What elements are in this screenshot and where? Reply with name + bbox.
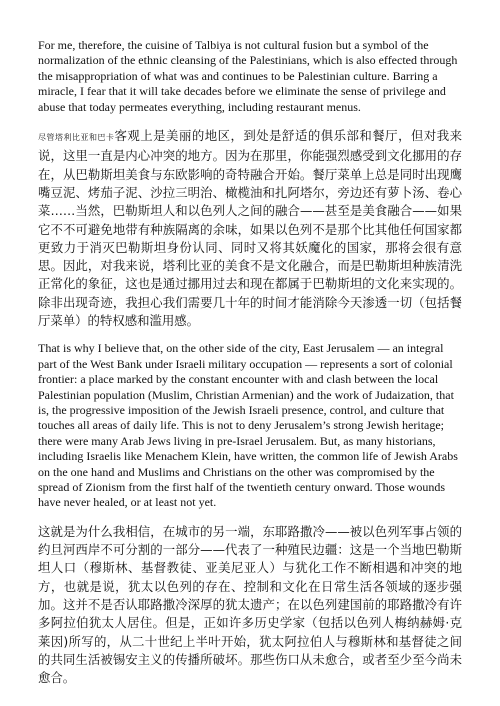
chinese-paragraph-1-lead: 尽管塔利比亚和巴卡 (38, 133, 115, 143)
english-paragraph-2: That is why I believe that, on the other side of the city, East Jerusalem — an integral part of the West Bank under Israeli military occupation — represents a sort of colonial frontier: a place marked by the constant encounter with and clash between the local Palestinian population (Muslim, Christian Armenian) and the work of Judaization, that is, the progressive imposition of the Jewish Israeli presence, control, and culture that touches all areas of daily life. This is not to deny Jerusalem’s strong Jewish heritage; there were many Arab Jews living in pre-Israel Jerusalem. But, as many historians, including Israelis like Menachem Klein, have written, the common life of Jewish Arabs on the one hand and Muslims and Christians on the other was compromised by the spread of Zionism from the first half of the twentieth century onward. Those wounds have never healed, or at least not yet. (38, 341, 458, 510)
english-paragraph-1: For me, therefore, the cuisine of Talbiya is not cultural fusion but a symbol of the normalization of the ethnic cleansing of the Palestinians, which is also effected through the misappropriation of what was and continues to be Palestinian culture. Barring a miracle, I fear that it will take decades before we eliminate the sense of privilege and abuse that today permeates everything, including restaurant menus. (38, 38, 458, 114)
chinese-paragraph-1 (38, 127, 462, 330)
chinese-paragraph-2: 这就是为什么我相信，在城市的另一端，东耶路撒冷——被以色列军事占领的约旦河西岸不可分割的一部分——代表了一种殖民边疆：这是一个当地巴勒斯坦人口（穆斯林、基督教徒、亚美尼亚人）与犹化工作不断相遇和冲突的地方，也就是说，犹太以色列的存在、控制和文化在日常生活各领域的逐步强加。这并不是否认耶路撒冷深厚的犹太遗产；在以色列建国前的耶路撒冷有许多阿拉伯犹太人居住。但是，正如许多历史学家（包括以色列人梅纳赫姆·克莱因)所写的，从二十世纪上半叶开始，犹太阿拉伯人与穆斯林和基督徒之间的共同生活被锡安主义的传播所破坏。那些伤口从未愈合，或者至少至今尚未愈合。 (38, 523, 462, 686)
chinese-paragraph-1-body: 客观上是美丽的地区，到处是舒适的俱乐部和餐厅，但对我来说，这里一直是内心冲突的地方。因为在那里，你能强烈感受到文化挪用的存在，从巴勒斯坦美食与东欧影响的奇特融合开始。餐厅菜单上总是同时出现鹰嘴豆泥、烤茄子泥、沙拉三明治、橄榄油和扎阿塔尔，旁边还有萝卜汤、卷心菜……当然，巴勒斯坦人和以色列人之间的融合——甚至是美食融合——如果它不不可避免地带有种族隔离的余味，如果以色列不是那个比其他任何国家都更致力于消灭巴勒斯坦身份认同、同时又将其妖魔化的国家，那将会很有意思。因此，对我来说，塔利比亚的美食不是文化融合，而是巴勒斯坦种族清洗正常化的象征，这也是通过挪用过去和现在都属于巴勒斯坦的文化来实现的。除非出现奇迹，我担心我们需要几十年的时间才能消除今天渗透一切（包括餐厅菜单）的特权感和滥用感。 (38, 128, 463, 328)
